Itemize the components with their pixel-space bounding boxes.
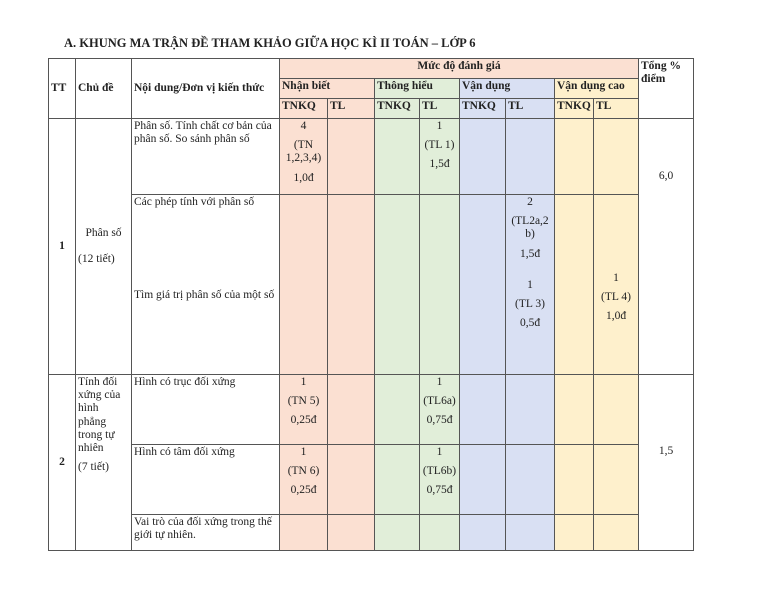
content-cell: Vai trò của đối xứng trong thế giới tự nhiên. — [132, 515, 280, 551]
table-row — [49, 375, 694, 445]
vd-tl-cell — [506, 375, 555, 445]
score: 0,25đ — [290, 414, 317, 427]
header-thong-hieu: Thông hiểu — [375, 79, 460, 99]
score: 0,75đ — [426, 414, 453, 427]
content-item: Tìm giá trị phân số của một số — [134, 289, 275, 302]
th-tl-cell — [420, 119, 460, 195]
header-nhan-biet: Nhận biết — [280, 79, 375, 99]
content-cell: Hình có trục đối xứng — [132, 375, 280, 445]
topic-hours: (7 tiết) — [78, 461, 109, 474]
question-ref: (TL 4) — [601, 291, 631, 304]
page-title: A. KHUNG MA TRẬN ĐỀ THAM KHẢO GIỮA HỌC KÌ II TOÁN – LỚP 6 — [64, 36, 476, 50]
vdc-tl-cell — [594, 515, 639, 551]
group-total: 6,0 — [639, 119, 694, 375]
question-ref: (TL6b) — [422, 465, 457, 478]
topic-label: Phân số — [85, 227, 122, 240]
question-ref: (TN 1,2,3,4) — [285, 139, 322, 165]
group-number: 2 — [49, 375, 76, 551]
vd-tnkq-cell — [460, 195, 506, 375]
vd-tl-cell — [506, 119, 555, 195]
header-vdc-tl: TL — [594, 99, 639, 119]
count: 1 — [436, 376, 443, 388]
group-topic — [76, 375, 132, 551]
vdc-tnkq-cell — [555, 445, 594, 515]
score: 0,5đ — [519, 317, 541, 330]
header-vd-tnkq: TNKQ — [460, 99, 506, 119]
count: 4 — [300, 120, 307, 132]
count: 1 — [527, 278, 533, 291]
header-vd-tl: TL — [506, 99, 555, 119]
nb-tl-cell — [328, 195, 375, 375]
header-chu-de: Chủ đề — [76, 59, 132, 119]
header-muc-do: Mức độ đánh giá — [280, 59, 639, 79]
vd-tl-cell — [506, 515, 555, 551]
nb-tl-cell — [328, 119, 375, 195]
th-tl-cell — [420, 445, 460, 515]
th-tnkq-cell — [375, 119, 420, 195]
vdc-tl-cell — [594, 195, 639, 375]
score: 1,5đ — [429, 158, 450, 171]
vd-tnkq-cell — [460, 515, 506, 551]
group-number: 1 — [49, 119, 76, 375]
group-total: 1,5 — [639, 375, 694, 551]
question-ref: (TN 6) — [287, 465, 320, 478]
vd-tnkq-cell — [460, 119, 506, 195]
matrix-table — [48, 58, 694, 551]
content-cell: Phân số. Tính chất cơ bản của phân số. So sánh phân số — [132, 119, 280, 195]
vdc-tl-cell — [594, 375, 639, 445]
group-topic — [76, 119, 132, 375]
th-tl-cell — [420, 515, 460, 551]
nb-tl-cell — [328, 445, 375, 515]
header-tt: TT — [49, 59, 76, 119]
nb-tl-cell — [328, 515, 375, 551]
content-cell — [132, 195, 280, 375]
topic-label: Tính đối xứng của hình phẳng trong tự nhiên — [78, 376, 121, 455]
content-cell: Hình có tâm đối xứng — [132, 445, 280, 515]
vd-tnkq-cell — [460, 375, 506, 445]
count: 2 — [527, 196, 533, 208]
table-row — [49, 119, 694, 195]
score: 0,25đ — [290, 484, 317, 497]
vdc-tnkq-cell — [555, 119, 594, 195]
vd-tnkq-cell — [460, 445, 506, 515]
vd-tl-cell — [506, 195, 555, 375]
nb-tnkq-cell — [280, 445, 328, 515]
header-tong: Tổng % điểm — [639, 59, 694, 119]
th-tnkq-cell — [375, 195, 420, 375]
vdc-tnkq-cell — [555, 375, 594, 445]
question-ref: (TL 3) — [515, 298, 545, 311]
count: 1 — [436, 446, 443, 458]
count: 1 — [300, 376, 307, 388]
question-ref: (TL6a) — [423, 395, 456, 408]
vd-tl-cell — [506, 445, 555, 515]
score: 0,75đ — [426, 484, 453, 497]
nb-tl-cell — [328, 375, 375, 445]
header-van-dung-cao: Vận dụng cao — [555, 79, 639, 99]
header-nb-tl: TL — [328, 99, 375, 119]
count: 1 — [613, 272, 619, 284]
nb-tnkq-cell — [280, 119, 328, 195]
count: 1 — [436, 120, 443, 132]
th-tl-cell — [420, 375, 460, 445]
header-th-tl: TL — [420, 99, 460, 119]
th-tnkq-cell — [375, 375, 420, 445]
nb-tnkq-cell — [280, 375, 328, 445]
th-tl-cell — [420, 195, 460, 375]
vdc-tl-cell — [594, 445, 639, 515]
vdc-tnkq-cell — [555, 515, 594, 551]
table-row — [49, 515, 694, 551]
score: 1,0đ — [293, 171, 314, 184]
header-noi-dung: Nội dung/Đơn vị kiến thức — [132, 59, 280, 119]
nb-tnkq-cell — [280, 195, 328, 375]
nb-tnkq-cell — [280, 515, 328, 551]
question-ref: (TL 1) — [424, 139, 455, 152]
vdc-tl-cell — [594, 119, 639, 195]
score: 1,5đ — [519, 247, 541, 260]
th-tnkq-cell — [375, 515, 420, 551]
table-row — [49, 195, 694, 375]
question-ref: (TN 5) — [287, 395, 320, 408]
score: 1,0đ — [605, 310, 627, 323]
header-th-tnkq: TNKQ — [375, 99, 420, 119]
th-tnkq-cell — [375, 445, 420, 515]
vdc-tnkq-cell — [555, 195, 594, 375]
header-van-dung: Vận dụng — [460, 79, 555, 99]
topic-hours: (12 tiết) — [78, 252, 115, 265]
header-vdc-tnkq: TNKQ — [555, 99, 594, 119]
count: 1 — [300, 446, 307, 458]
header-nb-tnkq: TNKQ — [280, 99, 328, 119]
table-row — [49, 445, 694, 515]
content-item: Các phép tính với phân số — [134, 196, 255, 208]
question-ref: (TL2a,2b) — [511, 215, 549, 241]
